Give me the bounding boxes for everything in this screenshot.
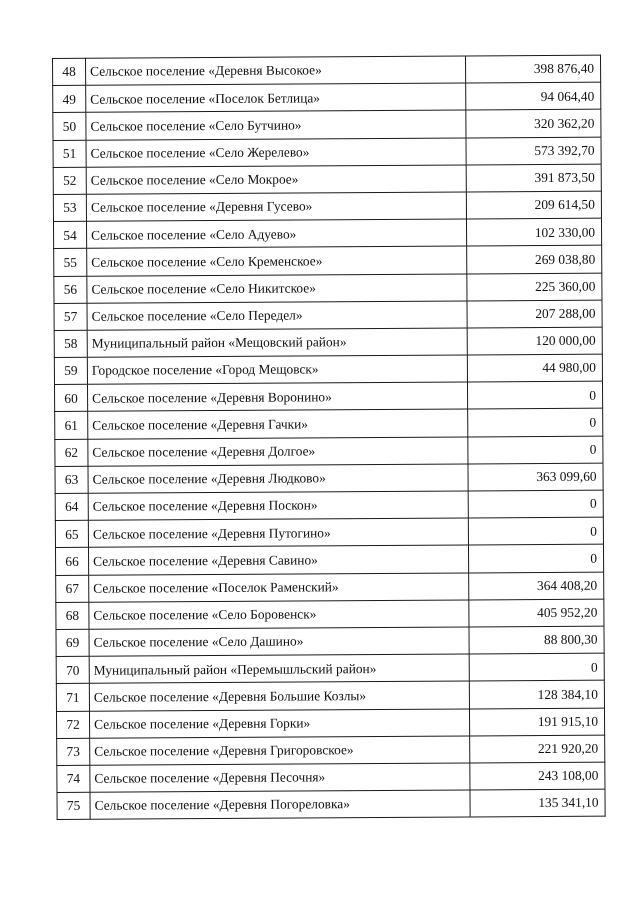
municipality-name-cell: Сельское поселение «Деревня Погореловка» bbox=[90, 790, 470, 820]
amount-cell: 44 980,00 bbox=[467, 354, 602, 382]
municipality-name-cell: Сельское поселение «Деревня Григоровское» bbox=[90, 736, 470, 766]
table-row bbox=[56, 626, 604, 657]
row-number-cell: 70 bbox=[56, 656, 89, 683]
amount-cell: 269 038,80 bbox=[467, 245, 602, 273]
table-row bbox=[56, 599, 604, 630]
row-number-cell: 58 bbox=[54, 330, 87, 357]
allocation-table bbox=[52, 55, 606, 821]
row-number-cell: 48 bbox=[53, 58, 86, 85]
amount-cell: 363 099,60 bbox=[468, 463, 603, 491]
amount-cell: 128 384,10 bbox=[469, 680, 604, 708]
municipality-name-cell: Сельское поселение «Деревня Савино» bbox=[88, 545, 468, 575]
municipality-name-cell: Сельское поселение «Село Дашино» bbox=[89, 627, 469, 657]
municipality-name-cell: Сельское поселение «Село Боровенск» bbox=[89, 600, 469, 630]
row-number-cell: 68 bbox=[56, 602, 89, 629]
municipality-name-cell: Муниципальный район «Перемышльский район» bbox=[89, 654, 469, 684]
row-number-cell: 69 bbox=[56, 629, 89, 656]
row-number-cell: 57 bbox=[54, 303, 87, 330]
amount-cell: 0 bbox=[468, 409, 603, 437]
row-number-cell: 73 bbox=[57, 738, 90, 765]
municipality-name-cell: Сельское поселение «Село Жерелево» bbox=[86, 138, 466, 168]
row-number-cell: 71 bbox=[56, 684, 89, 711]
row-number-cell: 51 bbox=[53, 140, 86, 167]
row-number-cell: 56 bbox=[54, 276, 87, 303]
row-number-cell: 54 bbox=[53, 221, 86, 248]
municipality-name-cell: Сельское поселение «Деревня Путогино» bbox=[88, 518, 468, 548]
municipality-name-cell: Сельское поселение «Село Бутчино» bbox=[86, 110, 466, 140]
amount-cell: 243 108,00 bbox=[470, 762, 605, 790]
amount-cell: 573 392,70 bbox=[466, 137, 601, 165]
amount-cell: 320 362,20 bbox=[466, 110, 601, 138]
table-row bbox=[55, 517, 603, 548]
table-row bbox=[53, 82, 601, 113]
municipality-name-cell: Сельское поселение «Село Никитское» bbox=[87, 273, 467, 303]
municipality-name-cell: Сельское поселение «Деревня Поскон» bbox=[88, 491, 468, 521]
municipality-name-cell: Сельское поселение «Село Передел» bbox=[87, 301, 467, 331]
table-row bbox=[55, 409, 603, 440]
table-row bbox=[53, 110, 601, 141]
municipality-name-cell: Сельское поселение «Деревня Людково» bbox=[88, 464, 468, 494]
table-row bbox=[53, 164, 601, 195]
table-row bbox=[56, 572, 604, 603]
municipality-name-cell: Сельское поселение «Поселок Раменский» bbox=[89, 573, 469, 603]
amount-cell: 102 330,00 bbox=[466, 218, 601, 246]
table-row bbox=[53, 55, 601, 86]
amount-cell: 221 920,20 bbox=[470, 735, 605, 763]
amount-cell: 0 bbox=[469, 653, 604, 681]
municipality-name-cell: Сельское поселение «Поселок Бетлица» bbox=[86, 83, 466, 113]
table-row bbox=[56, 680, 604, 711]
municipality-name-cell: Сельское поселение «Деревня Песочня» bbox=[90, 763, 470, 793]
row-number-cell: 60 bbox=[54, 385, 87, 412]
amount-cell: 135 341,10 bbox=[470, 789, 605, 817]
municipality-name-cell: Сельское поселение «Село Адуево» bbox=[86, 219, 466, 249]
row-number-cell: 52 bbox=[53, 167, 86, 194]
amount-cell: 391 873,50 bbox=[466, 164, 601, 192]
row-number-cell: 64 bbox=[55, 493, 88, 520]
amount-cell: 398 876,40 bbox=[465, 55, 600, 83]
row-number-cell: 49 bbox=[53, 85, 86, 112]
municipality-name-cell: Сельское поселение «Деревня Гачки» bbox=[88, 409, 468, 439]
table-row bbox=[55, 490, 603, 521]
amount-cell: 0 bbox=[468, 490, 603, 518]
table-row bbox=[57, 762, 605, 793]
row-number-cell: 72 bbox=[56, 711, 89, 738]
row-number-cell: 75 bbox=[57, 792, 90, 819]
amount-cell: 191 915,10 bbox=[469, 708, 604, 736]
row-number-cell: 66 bbox=[55, 548, 88, 575]
municipality-name-cell: Городское поселение «Город Мещовск» bbox=[87, 355, 467, 385]
table-row bbox=[54, 300, 602, 331]
amount-cell: 0 bbox=[468, 436, 603, 464]
row-number-cell: 50 bbox=[53, 113, 86, 140]
amount-cell: 0 bbox=[467, 381, 602, 409]
amount-cell: 0 bbox=[468, 545, 603, 573]
municipality-name-cell: Сельское поселение «Деревня Высокое» bbox=[86, 56, 466, 86]
amount-cell: 88 800,30 bbox=[469, 626, 604, 654]
table-row bbox=[54, 381, 602, 412]
municipality-name-cell: Муниципальный район «Мещовский район» bbox=[87, 328, 467, 358]
table-row bbox=[55, 436, 603, 467]
row-number-cell: 62 bbox=[55, 439, 88, 466]
amount-cell: 207 288,00 bbox=[467, 300, 602, 328]
table-row bbox=[54, 327, 602, 358]
amount-cell: 94 064,40 bbox=[466, 82, 601, 110]
municipality-name-cell: Сельское поселение «Деревня Большие Козлы» bbox=[89, 681, 469, 711]
table-body bbox=[53, 55, 606, 820]
municipality-name-cell: Сельское поселение «Деревня Долгое» bbox=[88, 437, 468, 467]
row-number-cell: 53 bbox=[53, 194, 86, 221]
municipality-name-cell: Сельское поселение «Село Мокрое» bbox=[86, 165, 466, 195]
amount-cell: 405 952,20 bbox=[469, 599, 604, 627]
table-row bbox=[53, 137, 601, 168]
table-row bbox=[56, 653, 604, 684]
amount-cell: 209 614,50 bbox=[466, 191, 601, 219]
municipality-name-cell: Сельское поселение «Деревня Воронино» bbox=[87, 382, 467, 412]
row-number-cell: 74 bbox=[57, 765, 90, 792]
table-row bbox=[54, 245, 602, 276]
amount-cell: 225 360,00 bbox=[467, 273, 602, 301]
table-row bbox=[53, 191, 601, 222]
row-number-cell: 63 bbox=[55, 466, 88, 493]
amount-cell: 364 408,20 bbox=[469, 572, 604, 600]
municipality-name-cell: Сельское поселение «Деревня Гусево» bbox=[86, 192, 466, 222]
table-row bbox=[57, 789, 605, 820]
table-row bbox=[54, 273, 602, 304]
row-number-cell: 59 bbox=[54, 357, 87, 384]
municipality-name-cell: Сельское поселение «Деревня Горки» bbox=[89, 708, 469, 738]
row-number-cell: 55 bbox=[54, 249, 87, 276]
municipality-name-cell: Сельское поселение «Село Кременское» bbox=[87, 246, 467, 276]
row-number-cell: 61 bbox=[55, 412, 88, 439]
table-row bbox=[56, 708, 604, 739]
row-number-cell: 67 bbox=[56, 575, 89, 602]
table-row bbox=[57, 735, 605, 766]
row-number-cell: 65 bbox=[55, 520, 88, 547]
table-row bbox=[53, 218, 601, 249]
amount-cell: 120 000,00 bbox=[467, 327, 602, 355]
table-row bbox=[54, 354, 602, 385]
table-row bbox=[55, 463, 603, 494]
amount-cell: 0 bbox=[468, 517, 603, 545]
table-row bbox=[55, 545, 603, 576]
